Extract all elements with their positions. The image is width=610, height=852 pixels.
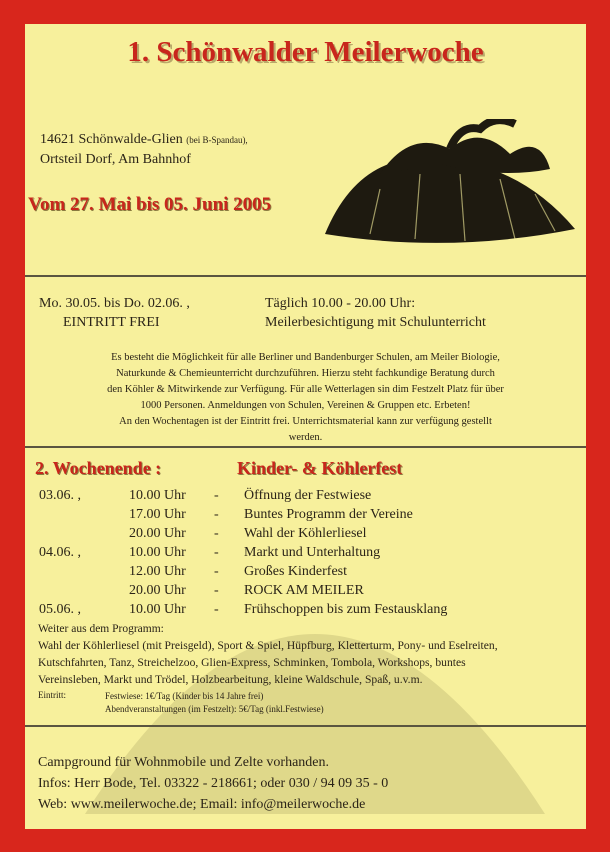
weekday-period-dates: Mo. 30.05. bis Do. 02.06. ,	[39, 296, 190, 311]
schedule-separator: -	[214, 488, 219, 503]
program-heading: Weiter aus dem Programm:	[38, 623, 164, 635]
address	[40, 130, 248, 169]
schedule-separator: -	[214, 602, 219, 617]
admission-line: Festwiese: 1€/Tag (Kinder bis 14 Jahre frei)	[105, 691, 264, 701]
schedule-event: Buntes Programm der Vereine	[244, 507, 413, 522]
schedule-date: 05.06. ,	[39, 602, 81, 617]
schedule-time: 10.00 Uhr	[129, 545, 186, 560]
footer-contact: Infos: Herr Bode, Tel. 03322 - 218661; oder 030 / 94 09 35 - 0	[38, 776, 389, 791]
schedule-event: Öffnung der Festwiese	[244, 488, 372, 503]
schedule-event: Frühschoppen bis zum Festausklang	[244, 602, 448, 617]
program-list	[38, 637, 498, 688]
weekday-activity: Meilerbesichtigung mit Schulunterricht	[265, 315, 486, 330]
schedule-separator: -	[214, 545, 219, 560]
weekday-period	[39, 294, 190, 332]
school-text-line: An den Wochentagen ist der Eintritt frei. Unterrichtsmaterial kann zur verfügung gestellt	[119, 416, 492, 427]
weekend-heading: 2. Wochenende :	[35, 458, 162, 478]
schedule-time: 10.00 Uhr	[129, 488, 186, 503]
footer-info	[38, 752, 388, 815]
weekday-hours	[265, 294, 486, 332]
schedule-time: 10.00 Uhr	[129, 602, 186, 617]
divider	[25, 446, 586, 448]
charcoal-kiln-icon	[320, 119, 582, 249]
schedule-event: Markt und Unterhaltung	[244, 545, 381, 560]
school-text-line: den Köhler & Mitwirkende zur Verfügung. Für alle Wetterlagen sin dim Festzelt Platz für über	[107, 384, 504, 395]
school-text-line: 1000 Personen. Anmeldungen von Schulen, Vereinen & Gruppen etc. Erbeten!	[140, 400, 471, 411]
schedule-date: 03.06. ,	[39, 488, 81, 503]
program-line: Wahl der Köhlerliesel (mit Preisgeld), Sport & Spiel, Hüpfburg, Kletterturm, Pony- und Eselreiten,	[38, 639, 498, 652]
poster-body	[25, 24, 586, 829]
event-dates: Vom 27. Mai bis 05. Juni 2005	[28, 194, 272, 215]
schedule-time: 20.00 Uhr	[129, 526, 186, 541]
address-line1: 14621 Schönwalde-Glien	[40, 132, 183, 147]
footer-campground: Campground für Wohnmobile und Zelte vorhanden.	[38, 755, 329, 770]
address-line2: Ortsteil Dorf, Am Bahnhof	[40, 152, 191, 167]
schedule-event: Wahl der Köhlerliesel	[244, 526, 367, 541]
footer-web: Web: www.meilerwoche.de; Email: info@meilerwoche.de	[38, 797, 366, 812]
address-note: (bei B-Spandau),	[186, 135, 248, 145]
schedule-time: 17.00 Uhr	[129, 507, 186, 522]
weekday-hours-text: Täglich 10.00 - 20.00 Uhr:	[265, 296, 416, 311]
divider	[25, 275, 586, 277]
schedule-event: ROCK AM MEILER	[244, 583, 364, 598]
page-title: 1. Schönwalder Meilerwoche	[127, 36, 484, 68]
admission-prices	[105, 690, 324, 716]
schedule-separator: -	[214, 507, 219, 522]
schedule-time: 12.00 Uhr	[129, 564, 186, 579]
school-text-line: Es besteht die Möglichkeit für alle Berliner und Bandenburger Schulen, am Meiler Biologie,	[111, 352, 500, 363]
schedule-time: 20.00 Uhr	[129, 583, 186, 598]
schedule-separator: -	[214, 526, 219, 541]
schedule-separator: -	[214, 583, 219, 598]
admission-line: Abendveranstaltungen (im Festzelt): 5€/Tag (inkl.Festwiese)	[105, 704, 324, 714]
weekend-subheading: Kinder- & Köhlerfest	[237, 458, 403, 478]
school-text-line: Naturkunde & Chemieunterricht durchzuführen. Hierzu steht fachkundige Beratung durch	[116, 368, 495, 379]
schedule-date: 04.06. ,	[39, 545, 81, 560]
divider	[25, 725, 586, 727]
school-text-line: werden.	[288, 432, 323, 443]
admission-label: Eintritt:	[38, 690, 66, 700]
weekday-entry: EINTRITT FREI	[63, 315, 160, 330]
school-info-paragraph	[35, 350, 576, 446]
schedule-event: Großes Kinderfest	[244, 564, 348, 579]
program-line: Vereinsleben, Markt und Trödel, Holzbearbeitung, kleine Waldschule, Spaß, u.v.m.	[38, 673, 423, 686]
schedule-separator: -	[214, 564, 219, 579]
program-line: Kutschfahrten, Tanz, Streichelzoo, Glien-Express, Schminken, Tombola, Workshops, buntes	[38, 656, 466, 669]
